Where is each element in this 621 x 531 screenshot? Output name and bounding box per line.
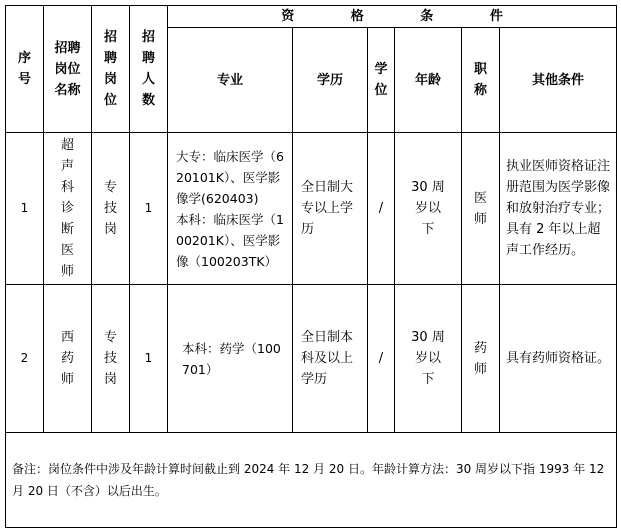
- row-degree: /: [368, 133, 395, 285]
- row-seq: 2: [6, 285, 44, 433]
- row-major: 本科：药学（100701）: [168, 285, 293, 433]
- recruitment-table: [5, 5, 617, 528]
- row-education: 全日制本科及以上学历: [293, 285, 368, 433]
- row-seq: 1: [6, 133, 44, 285]
- header-count: 招聘人数: [130, 6, 168, 133]
- row-count: 1: [130, 285, 168, 433]
- row-post: 专技岗: [92, 285, 130, 433]
- header-major: 专业: [168, 28, 293, 133]
- row-degree: /: [368, 285, 395, 433]
- recruitment-table-wrapper: [5, 5, 616, 526]
- note-row: [6, 433, 617, 528]
- row-title: 药师: [462, 285, 500, 433]
- row-count: 1: [130, 133, 168, 285]
- header-post: 招聘岗位: [92, 6, 130, 133]
- header-degree: 学位: [368, 28, 395, 133]
- header-age: 年龄: [395, 28, 462, 133]
- table-row: [6, 285, 617, 433]
- row-post: 专技岗: [92, 133, 130, 285]
- table-row: [6, 133, 617, 285]
- row-other: 具有药师资格证。: [500, 285, 617, 433]
- row-age: 30 周岁以下: [395, 133, 462, 285]
- row-title: 医师: [462, 133, 500, 285]
- row-major: 大专：临床医学（620101K）、医学影像学(620403) 本科：临床医学（100201K）、医学影像（100203TK）: [168, 133, 293, 285]
- table-note: 备注：岗位条件中涉及年龄计算时间截止到 2024 年 12 月 20 日。年龄计算方法：30 周岁以下指 1993 年 12 月 20 日（不含）以后出生。: [6, 433, 617, 528]
- header-row-top: [6, 6, 617, 28]
- row-post-name: 超声科诊断医师: [44, 133, 92, 285]
- header-post-name: 招聘岗位名称: [44, 6, 92, 133]
- header-other: 其他条件: [500, 28, 617, 133]
- row-age: 30 周岁以下: [395, 285, 462, 433]
- header-seq: 序号: [6, 6, 44, 133]
- row-other: 执业医师资格证注册范围为医学影像和放射治疗专业；具有 2 年以上超声工作经历。: [500, 133, 617, 285]
- row-education: 全日制大专以上学历: [293, 133, 368, 285]
- header-qualifications: 资 格 条 件: [168, 6, 617, 28]
- header-title: 职称: [462, 28, 500, 133]
- row-post-name: 西药师: [44, 285, 92, 433]
- header-education: 学历: [293, 28, 368, 133]
